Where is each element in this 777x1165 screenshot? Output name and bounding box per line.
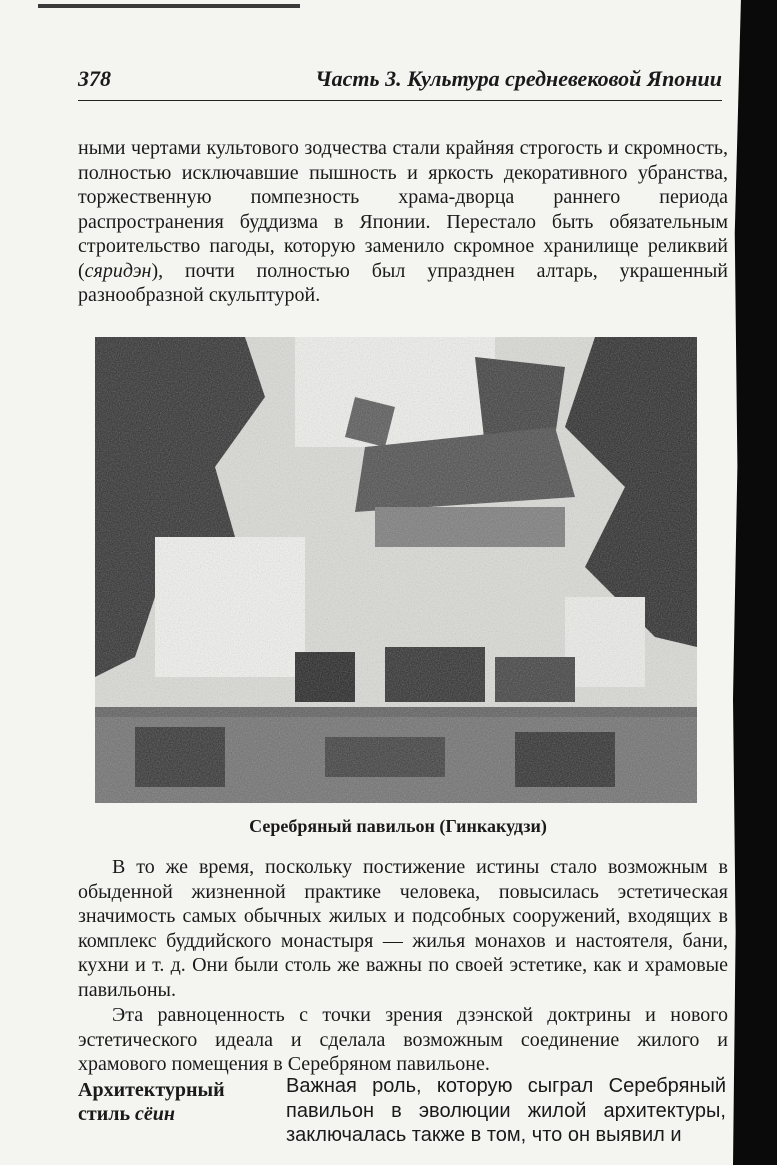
paragraph-2: В то же время, поскольку постижение истины стало возможным в обыденной жизненной практике человека, повысилась эстетическая значимость самых обычных жилых и подсобных сооружений, входящих в комплекс буддийского монастыря — жилья монахов и настоятеля, бани, кухни и т. д. Они были столь же важны по своей эстетике, как и храмовые павильоны. [78, 856, 728, 1001]
paragraph-1 [78, 136, 728, 308]
figure-caption: Серебряный павильон (Гинкакудзи) [249, 816, 547, 836]
silver-pavilion-photo [95, 337, 697, 803]
running-head [78, 66, 722, 101]
chapter-title: Часть 3. Культура средневековой Японии [315, 66, 722, 91]
paragraph-1-text: ными чертами культового зодчества стали крайняя строгость и скромность, полностью исключавшие пышность и яркость декоративного убранства, торжественную помпезность храма-дворца раннего периода распространения буддизма в Японии. Перестало быть обязательным строительство пагоды, которую заменило скромное хранилище реликвий ( [78, 137, 728, 282]
paragraph-4: Важная роль, которую сыграл Серебряный павильон в эволюции жилой архитектуры, заключалась также в том, что он выявил и [286, 1075, 726, 1146]
page-number: 378 [78, 66, 111, 91]
scan-edge-shadow [733, 0, 777, 1165]
side-heading-line-2: стиль [78, 1103, 136, 1125]
side-heading-line-1: Архитектурный [78, 1079, 225, 1101]
side-heading [78, 1078, 225, 1126]
paragraph-3: Эта равноценность с точки зрения дзэнской доктрины и нового эстетического идеала и сделала возможным соединение жилого и храмового помещения в Серебряном павильоне. [78, 1004, 728, 1075]
side-heading-term: сёин [135, 1103, 176, 1125]
top-rule [38, 4, 300, 8]
paragraph-1-text-end: ), почти полностью был упразднен алтарь, украшенный разнообразной скульптурой. [78, 259, 728, 306]
paragraph-1-term: сяридэн [84, 259, 152, 282]
